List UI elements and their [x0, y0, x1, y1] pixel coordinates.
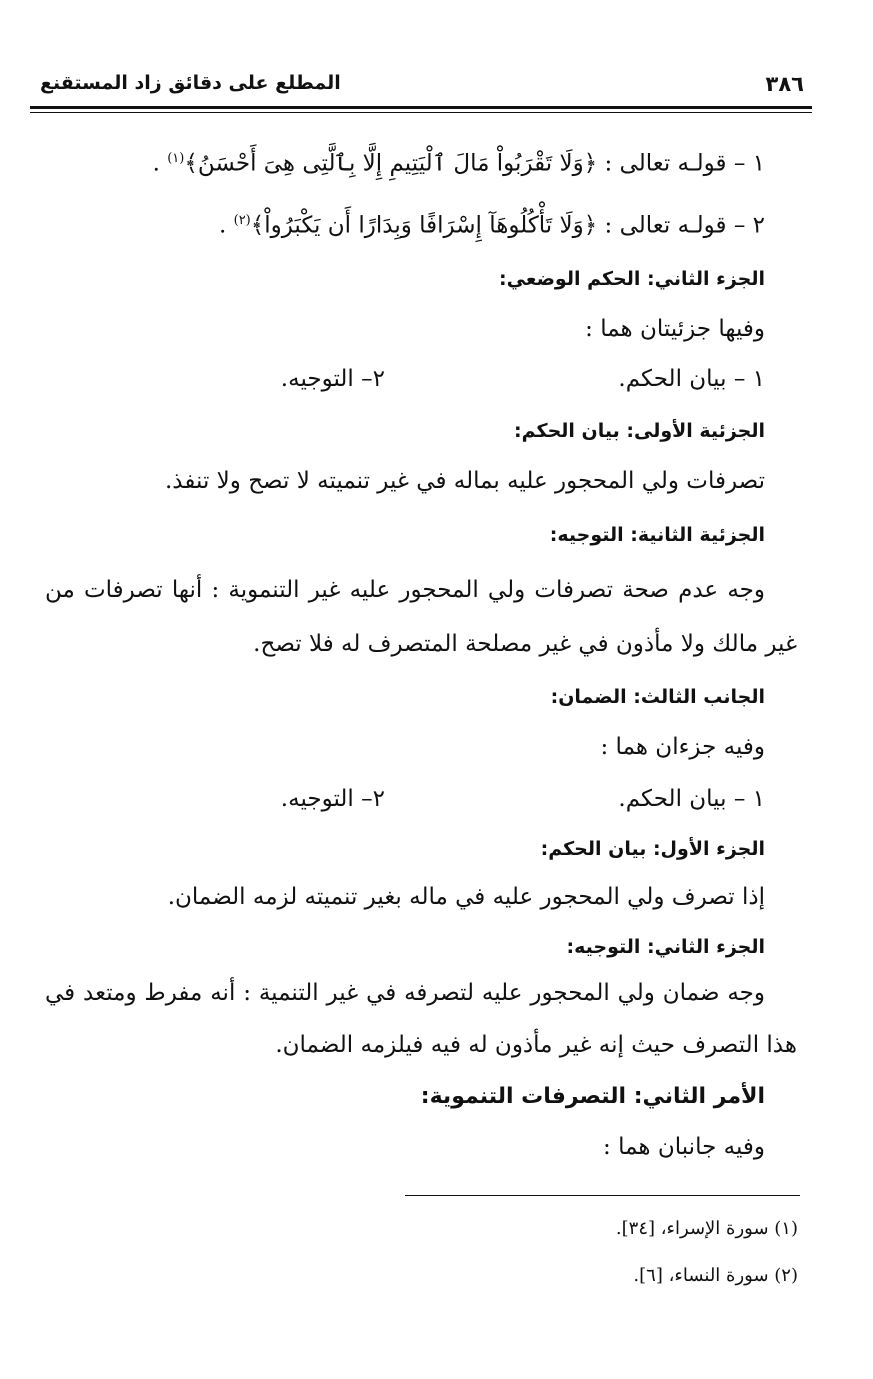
section-heading: الجزء الثاني: الحكم الوضعي: [499, 268, 765, 290]
list-item: ١ – بيان الحكم. [618, 786, 765, 812]
header-rule-thick [30, 106, 812, 109]
paragraph-line: هذا التصرف حيث إنه غير مأذون له فيه فيلزمه الضمان. [275, 1032, 797, 1058]
quran-verse-1: ١ – قولـه تعالى : ﴿وَلَا تَقْرَبُواْ مَالَ ٱلْيَتِيمِ إِلَّا بِٱلَّتِى هِىَ أَحْسَنُ﴾$^{(١)}$ . [152, 150, 765, 177]
paragraph-line: وجه عدم صحة تصرفات ولي المحجور عليه غير التنموية : أنها تصرفات من [45, 577, 765, 603]
footnote-ref-2: (٢) [233, 213, 251, 228]
section-heading: الجزء الأول: بيان الحكم: [540, 838, 765, 860]
list-item: ٢– التوجيه. [280, 366, 385, 392]
paragraph: وفيه جزءان هما : [600, 734, 765, 760]
section-heading: الجزئية الأولى: بيان الحكم: [514, 420, 765, 442]
paragraph: وفيها جزئيتان هما : [585, 316, 765, 342]
section-heading: الجزء الثاني: التوجيه: [566, 936, 765, 958]
book-title: المطلع على دقائق زاد المستقنع [40, 72, 341, 94]
paragraph-line: غير مالك ولا مأذون في غير مصلحة المتصرف له فلا تصح. [253, 631, 797, 657]
footnote-1: (١) سورة الإسراء، [٣٤]. [615, 1218, 798, 1239]
footnote-separator [405, 1195, 800, 1196]
page-header [30, 60, 812, 110]
paragraph: وفيه جانبان هما : [603, 1134, 765, 1160]
list-item: ١ – بيان الحكم. [618, 366, 765, 392]
section-heading: الجانب الثالث: الضمان: [550, 686, 765, 708]
list-item: ٢– التوجيه. [280, 786, 385, 812]
page-number: ٣٨٦ [765, 72, 804, 96]
section-heading: الجزئية الثانية: التوجيه: [549, 524, 765, 546]
quran-verse-2: ٢ – قولـه تعالى : ﴿وَلَا تَأْكُلُوهَآ إِسْرَافًا وَبِدَارًا أَن يَكْبَرُواْ﴾$^{(٢)}$ . [218, 212, 765, 239]
footnote-2: (٢) سورة النساء، [٦]. [633, 1265, 798, 1286]
section-heading: الأمر الثاني: التصرفات التنموية: [420, 1084, 765, 1109]
header-rule-thin [30, 112, 812, 113]
footnote-ref-1: (١) [167, 151, 185, 166]
paragraph-line: وجه ضمان ولي المحجور عليه لتصرفه في غير التنمية : أنه مفرط ومتعد في [45, 980, 765, 1006]
paragraph: تصرفات ولي المحجور عليه بماله في غير تنميته لا تصح ولا تنفذ. [165, 468, 765, 494]
paragraph: إذا تصرف ولي المحجور عليه في ماله بغير تنميته لزمه الضمان. [167, 884, 765, 910]
